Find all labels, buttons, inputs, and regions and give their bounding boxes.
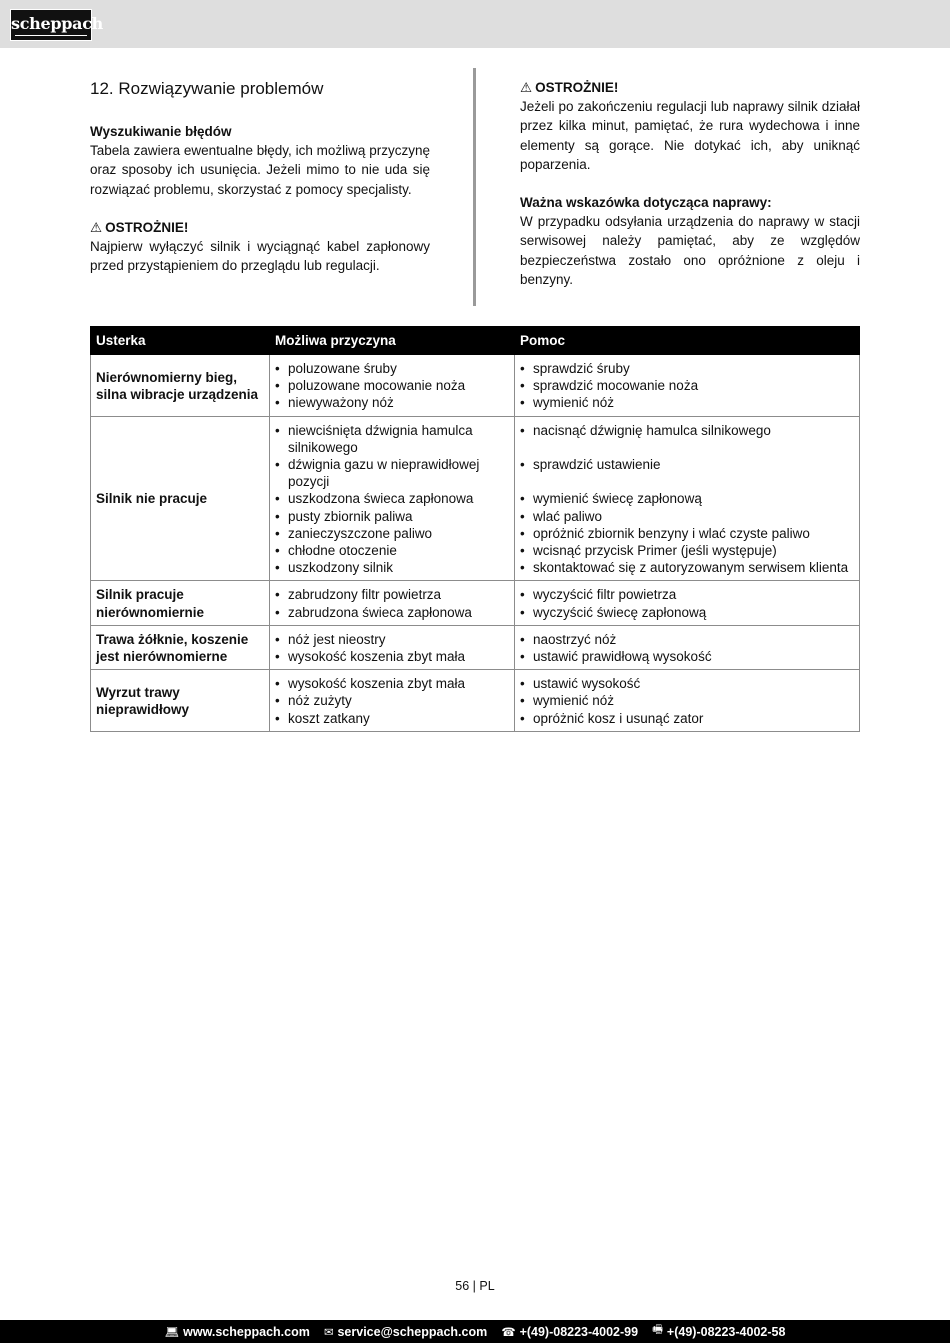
list-item: • wysokość koszenia zbyt mała [275,675,509,692]
list-item: • nacisnąć dźwignię hamulca silnikowego [520,422,854,439]
list-item: • chłodne otoczenie [275,542,509,559]
troubleshooting-table [90,326,860,732]
remedy-cell [515,416,860,581]
page-header [0,0,950,48]
repair-note-text: W przypadku odsyłania urządzenia do naprawy w stacji serwisowej należy pamiętać, aby ze względów bezpieczeństwa zostało ono opróżnione z oleju i benzyny. [520,214,860,288]
list-item: • wysokość koszenia zbyt mała [275,648,509,665]
footer-email[interactable] [324,1325,487,1339]
list-item: • dźwignia gazu w nieprawidłowej pozycji [275,456,509,490]
column-header-cause: Możliwa przyczyna [270,327,515,355]
table-row [91,581,860,625]
cause-cell [270,625,515,669]
cause-cell [270,355,515,417]
list-item: • wymienić nóż [520,394,854,411]
page-number: 56 | PL [455,1279,495,1293]
list-item: • zanieczyszczone paliwo [275,525,509,542]
table-row [91,416,860,581]
page-footer [0,1320,950,1343]
list-item: • uszkodzony silnik [275,559,509,576]
scheppach-logo: scheppach [10,9,92,41]
list-item: • niewyważony nóż [275,394,509,411]
remedy-cell [515,581,860,625]
list-item: • sprawdzić ustawienie [520,456,854,473]
right-column [520,78,860,289]
fault-cell: Nierównomierny bieg, silna wibracje urządzenia [91,355,270,417]
column-header-fault: Usterka [91,327,270,355]
list-item: • poluzowane mocowanie noża [275,377,509,394]
list-item: • wyczyścić filtr powietrza [520,586,854,603]
list-item: • poluzowane śruby [275,360,509,377]
list-item: • nóż zużyty [275,692,509,709]
list-item: • opróżnić kosz i usunąć zator [520,710,854,727]
table-row [91,625,860,669]
list-item: • nóż jest nieostry [275,631,509,648]
cause-cell [270,670,515,732]
list-item: • wlać paliwo [520,508,854,525]
list-item: • ustawić wysokość [520,675,854,692]
list-item: • wymienić świecę zapłonową [520,490,854,507]
list-item: • skontaktować się z autoryzowanym serwisem klienta [520,559,854,576]
list-item: • wymienić nóż [520,692,854,709]
email-link[interactable]: service@scheppach.com [337,1324,488,1339]
computer-icon: 💻︎ [164,1326,180,1339]
list-item: • wcisnąć przycisk Primer (jeśli występuje) [520,542,854,559]
warning-triangle-icon: ⚠ [520,80,533,95]
email-icon: ✉ [323,1326,334,1339]
remedy-cell [515,625,860,669]
troubleshooting-subheading: Wyszukiwanie błędów [90,124,232,139]
list-item: • zabrudzony filtr powietrza [275,586,509,603]
list-item: • uszkodzona świeca zapłonowa [275,490,509,507]
warning-text-left: Najpierw wyłączyć silnik i wyciągnąć kabel zapłonowy przed przystąpieniem do przeglądu lub regulacji. [90,238,430,274]
list-item: • opróżnić zbiornik benzyny i wlać czyste paliwo [520,525,854,542]
list-item: • naostrzyć nóż [520,631,854,648]
list-item: • niewciśnięta dźwignia hamulca silnikowego [275,422,509,456]
table-row [91,355,860,417]
list-item: • sprawdzić mocowanie noża [520,377,854,394]
column-divider [473,68,476,306]
repair-note-heading: Ważna wskazówka dotycząca naprawy: [520,195,772,211]
fault-cell: Silnik nie pracuje [91,416,270,581]
table-header-row [91,327,860,355]
footer-fax [652,1322,785,1341]
footer-phone [501,1325,638,1339]
warning-heading-left: ⚠ OSTROŻNIE! [90,219,189,235]
warning-triangle-icon: ⚠ [90,219,103,235]
phone-number: +(49)-08223-4002-99 [519,1324,639,1339]
fault-cell: Silnik pracuje nierównomiernie [91,581,270,625]
left-column [90,78,430,275]
list-item: • zabrudzona świeca zapłonowa [275,604,509,621]
warning-heading-right: ⚠ OSTROŻNIE! [520,80,619,95]
fault-cell: Trawa żółknie, koszenie jest nierównomierne [91,625,270,669]
footer-website[interactable] [165,1325,310,1339]
fax-icon: 🖷︎ [652,1324,663,1336]
list-item: • wyczyścić świecę zapłonową [520,604,854,621]
cause-cell [270,581,515,625]
remedy-cell [515,355,860,417]
fault-cell: Wyrzut trawy nieprawidłowy [91,670,270,732]
fax-number: +(49)-08223-4002-58 [666,1324,786,1339]
list-item: • koszt zatkany [275,710,509,727]
phone-icon: ☎ [501,1326,516,1339]
troubleshooting-intro: Tabela zawiera ewentualne błędy, ich możliwą przyczynę oraz sposoby ich usunięcia. Jeżeli mimo to nie uda się rozwiązać problemu, skorzystać z pomocy specjalisty. [90,143,430,197]
website-link[interactable]: www.scheppach.com [183,1324,310,1339]
table-row [91,670,860,732]
list-item: • pusty zbiornik paliwa [275,508,509,525]
cause-cell [270,416,515,581]
list-item: • ustawić prawidłową wysokość [520,648,854,665]
section-title: 12. Rozwiązywanie problemów [90,79,324,98]
column-header-remedy: Pomoc [515,327,860,355]
warning-text-right: Jeżeli po zakończeniu regulacji lub naprawy silnik działał przez kilka minut, pamiętać, że rura wydechowa i inne elementy są gorące. Nie dotykać ich, aby uniknąć poparzenia. [520,99,860,172]
remedy-cell [515,670,860,732]
list-item: • sprawdzić śruby [520,360,854,377]
